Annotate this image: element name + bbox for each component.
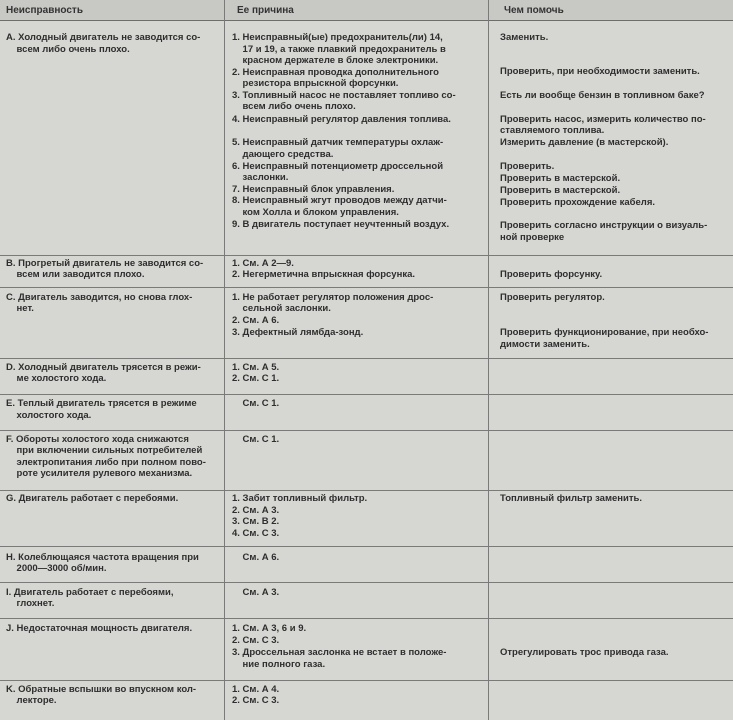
fault-line: всем либо очень плохо.	[6, 44, 130, 55]
cause-line: См. С 1.	[232, 398, 280, 409]
cause-line: 17 и 19, а также плавкий предохранитель в	[232, 44, 446, 55]
fault-line: при включении сильных потребителей	[6, 445, 203, 456]
row-divider	[0, 255, 733, 256]
header-fault: Неисправность	[6, 5, 83, 16]
fault-line: A. Холодный двигатель не заводится со-	[6, 32, 201, 43]
cause-line: ком Холла и блоком управления.	[232, 207, 399, 218]
fault-line: H. Колеблющаяся частота вращения при	[6, 552, 199, 563]
column-divider	[488, 0, 489, 720]
cause-line: 9. В двигатель поступает неучтенный воздух.	[232, 219, 450, 230]
cause-line: 2. См. С 3.	[232, 635, 280, 646]
cause-line: 3. См. В 2.	[232, 516, 280, 527]
cause-line: сельной заслонки.	[232, 303, 331, 314]
remedy-line: Проверить прохождение кабеля.	[500, 197, 655, 208]
cause-line: См. А 6.	[232, 552, 280, 563]
fault-line: E. Теплый двигатель трясется в режиме	[6, 398, 197, 409]
cause-line: См. С 1.	[232, 434, 280, 445]
fault-line: 2000—3000 об/мин.	[6, 563, 107, 574]
cause-line: 1. Неисправный(ые) предохранитель(ли) 14,	[232, 32, 443, 43]
row-divider	[0, 394, 733, 395]
cause-line: 3. Дефектный лямбда-зонд.	[232, 327, 364, 338]
cause-line: 7. Неисправный блок управления.	[232, 184, 395, 195]
fault-line: J. Недостаточная мощность двигателя.	[6, 623, 193, 634]
row-divider	[0, 287, 733, 288]
row-divider	[0, 618, 733, 619]
cause-line: всем либо очень плохо.	[232, 101, 356, 112]
column-divider	[224, 0, 225, 720]
cause-line: 8. Неисправный жгут проводов между датчи-	[232, 195, 447, 206]
cause-line: 4. См. С 3.	[232, 528, 280, 539]
remedy-line: Проверить согласно инструкции о визуаль-	[500, 220, 708, 231]
remedy-line: Измерить давление (в мастерской).	[500, 137, 669, 148]
cause-line: См. А 3.	[232, 587, 280, 598]
fault-line: I. Двигатель работает с перебоями,	[6, 587, 174, 598]
fault-line: холостого хода.	[6, 410, 92, 421]
fault-line: C. Двигатель заводится, но снова глох-	[6, 292, 193, 303]
table-header	[0, 0, 733, 21]
remedy-line: Проверить, при необходимости заменить.	[500, 66, 700, 77]
fault-line: F. Обороты холостого хода снижаются	[6, 434, 189, 445]
cause-line: 2. См. С 1.	[232, 373, 280, 384]
row-divider	[0, 490, 733, 491]
cause-line: 1. См. А 2—9.	[232, 258, 294, 269]
row-divider	[0, 546, 733, 547]
remedy-line: Заменить.	[500, 32, 549, 43]
header-cause: Ее причина	[237, 5, 294, 16]
remedy-line: Проверить регулятор.	[500, 292, 605, 303]
remedy-line: Есть ли вообще бензин в топливном баке?	[500, 90, 705, 101]
header-remedy: Чем помочь	[504, 5, 564, 16]
fault-line: G. Двигатель работает с перебоями.	[6, 493, 179, 504]
remedy-line: ной проверке	[500, 232, 565, 243]
remedy-line: Проверить в мастерской.	[500, 173, 621, 184]
cause-line: 1. См. А 3, 6 и 9.	[232, 623, 307, 634]
cause-line: 5. Неисправный датчик температуры охлаж-	[232, 137, 444, 148]
row-divider	[0, 358, 733, 359]
remedy-line: Проверить функционирование, при необхо-	[500, 327, 709, 338]
cause-line: 3. Дроссельная заслонка не встает в положе-	[232, 647, 447, 658]
row-divider	[0, 430, 733, 431]
fault-line: нет.	[6, 303, 34, 314]
cause-line: заслонки.	[232, 172, 289, 183]
cause-line: 1. Не работает регулятор положения дрос-	[232, 292, 434, 303]
cause-line: ние полного газа.	[232, 659, 326, 670]
cause-line: 1. Забит топливный фильтр.	[232, 493, 368, 504]
fault-line: глохнет.	[6, 598, 55, 609]
remedy-line: Отрегулировать трос привода газа.	[500, 647, 669, 658]
cause-line: резистора впрыскной форсунки.	[232, 78, 399, 89]
cause-line: 6. Неисправный потенциометр дроссельной	[232, 161, 444, 172]
remedy-line: димости заменить.	[500, 339, 590, 350]
cause-line: 2. См. С 3.	[232, 695, 280, 706]
cause-line: 1. См. А 5.	[232, 362, 280, 373]
row-divider	[0, 582, 733, 583]
remedy-line: ставляемого топлива.	[500, 125, 605, 136]
remedy-line: Проверить в мастерской.	[500, 185, 621, 196]
cause-line: 4. Неисправный регулятор давления топлива.	[232, 114, 451, 125]
remedy-line: Топливный фильтр заменить.	[500, 493, 642, 504]
cause-line: дающего средства.	[232, 149, 334, 160]
cause-line: 3. Топливный насос не поставляет топливо со-	[232, 90, 456, 101]
cause-line: 2. Неисправная проводка дополнительного	[232, 67, 439, 78]
fault-line: ме холостого хода.	[6, 373, 107, 384]
cause-line: 1. См. А 4.	[232, 684, 280, 695]
fault-line: лекторе.	[6, 695, 57, 706]
fault-line: всем или заводится плохо.	[6, 269, 145, 280]
row-divider	[0, 680, 733, 681]
fault-line: D. Холодный двигатель трясется в режи-	[6, 362, 201, 373]
fault-line: электропитания либо при полном пово-	[6, 457, 206, 468]
remedy-line: Проверить насос, измерить количество по-	[500, 114, 706, 125]
fault-line: B. Прогретый двигатель не заводится со-	[6, 258, 204, 269]
remedy-line: Проверить.	[500, 161, 555, 172]
fault-line: K. Обратные вспышки во впускном кол-	[6, 684, 197, 695]
fault-line: роте усилителя рулевого механизма.	[6, 468, 193, 479]
cause-line: красном держателе в блоке электроники.	[232, 55, 439, 66]
cause-line: 2. См. А 6.	[232, 315, 280, 326]
cause-line: 2. См. А 3.	[232, 505, 280, 516]
cause-line: 2. Негерметична впрыскная форсунка.	[232, 269, 415, 280]
remedy-line: Проверить форсунку.	[500, 269, 603, 280]
